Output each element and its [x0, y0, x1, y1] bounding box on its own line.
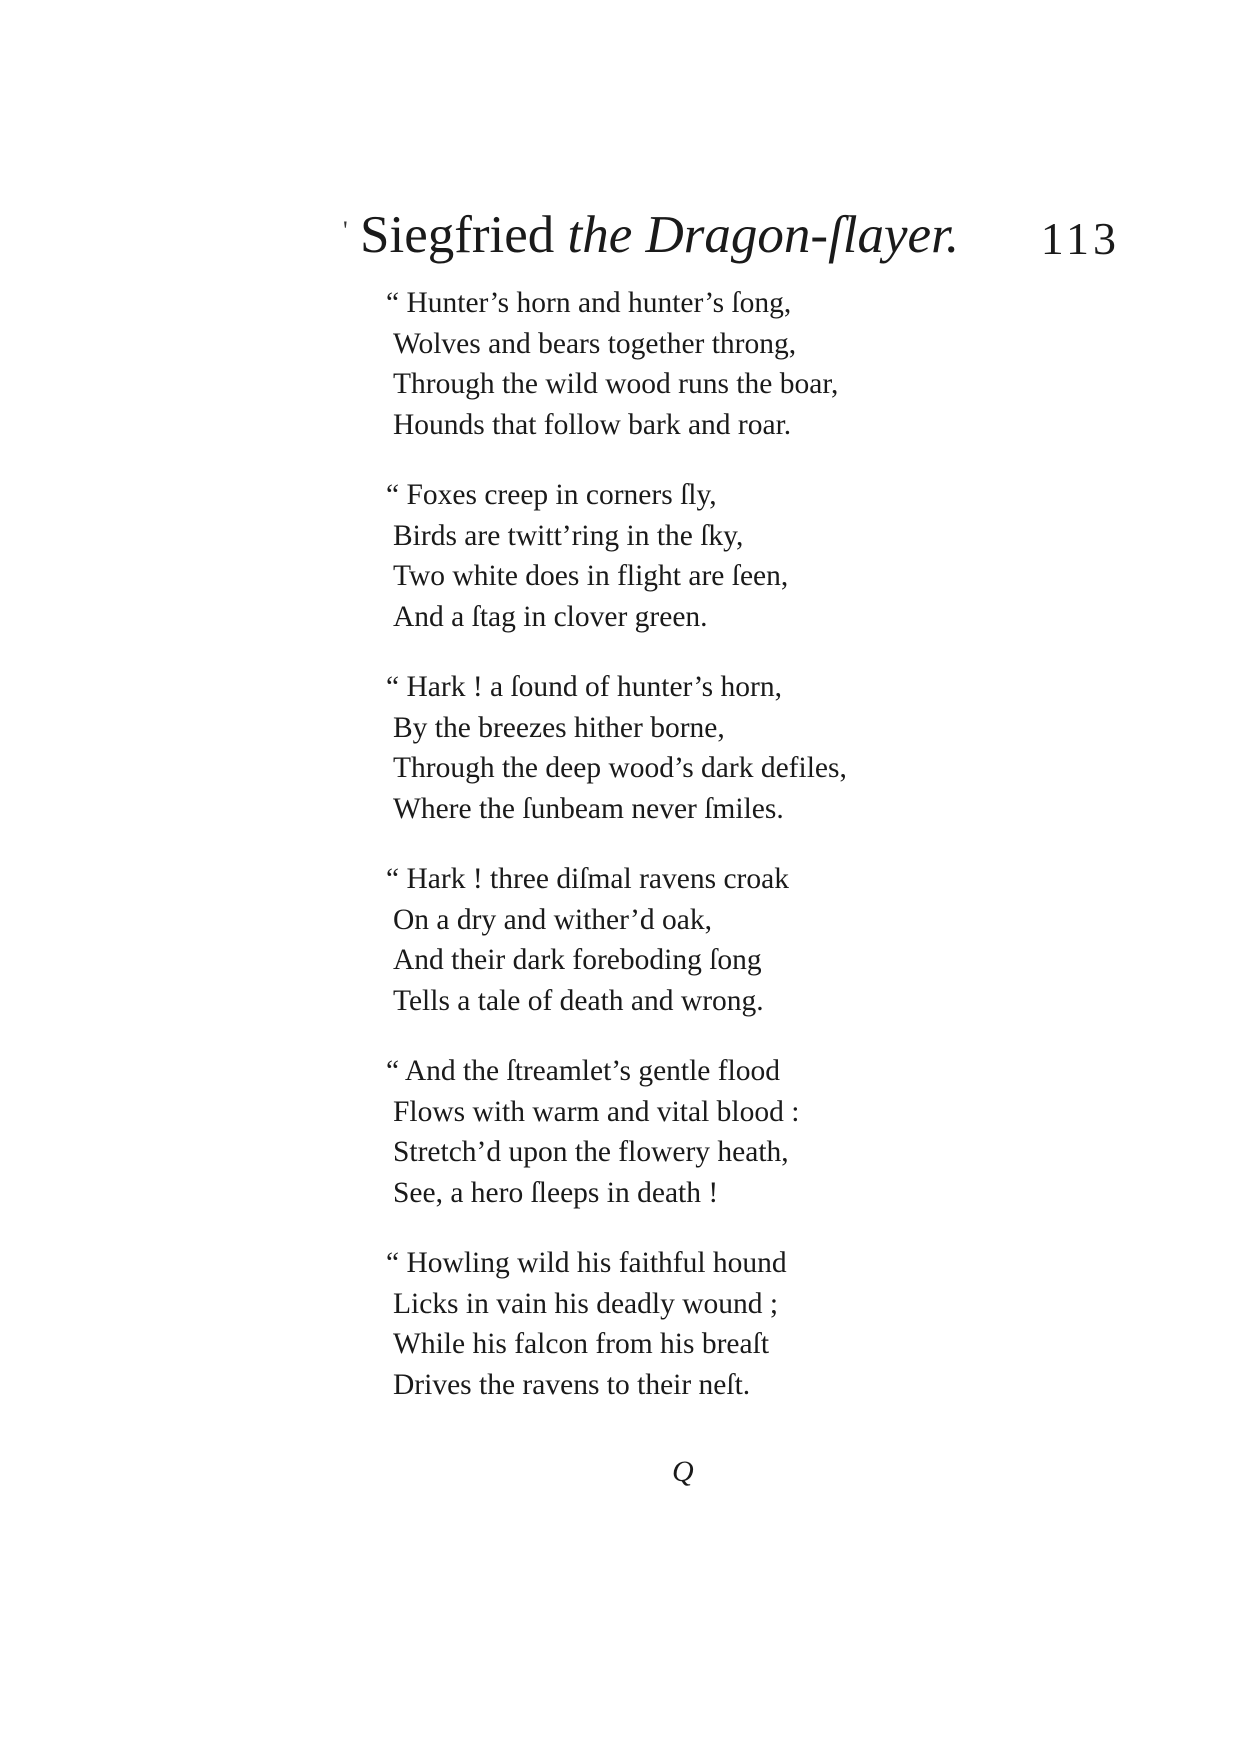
verse-line: “ Howling wild his faithful hound: [386, 1247, 787, 1279]
page-title: [360, 200, 959, 270]
title-roman: Siegfried: [360, 206, 555, 264]
title-italic: the Dragon-ſlayer.: [567, 206, 960, 264]
verse-line: Tells a tale of death and wrong.: [393, 984, 764, 1017]
verse-line: “ And the ſtreamlet’s gentle flood: [386, 1055, 781, 1087]
verse-line: “ Foxes creep in corners ſly,: [386, 479, 717, 511]
poem: [386, 283, 953, 1435]
verse-line: Birds are twitt’ring in the ſky,: [393, 519, 744, 552]
verse-line: Hounds that follow bark and roar.: [393, 408, 792, 441]
verse-line: See, a hero ſleeps in death !: [393, 1176, 719, 1209]
stanza-6: [386, 1243, 953, 1405]
verse-line: By the breezes hither borne,: [393, 711, 725, 744]
verse-line: And a ſtag in clover green.: [393, 600, 708, 633]
verse-line: Flows with warm and vital blood :: [393, 1095, 800, 1128]
stanza-1: [386, 283, 953, 445]
verse-line: “ Hark ! a ſound of hunter’s horn,: [386, 671, 782, 703]
stanza-2: [386, 475, 953, 637]
page-number: 113: [1040, 213, 1120, 264]
verse-line: “ Hunter’s horn and hunter’s ſong,: [386, 287, 792, 319]
verse-line: Stretch’d upon the flowery heath,: [393, 1136, 789, 1168]
margin-mark: ': [343, 216, 348, 245]
verse-line: Through the wild wood runs the boar,: [393, 368, 839, 400]
running-head: [360, 200, 1120, 270]
stanza-4: [386, 859, 953, 1021]
verse-line: Drives the ravens to their neſt.: [393, 1368, 751, 1401]
verse-line: While his falcon from his breaſt: [393, 1328, 770, 1360]
verse-line: Wolves and bears together throng,: [393, 327, 797, 360]
stanza-3: [386, 667, 953, 829]
verse-line: “ Hark ! three diſmal ravens croak: [386, 863, 789, 895]
verse-line: Through the deep wood’s dark defiles,: [393, 752, 847, 784]
stanza-5: [386, 1051, 953, 1213]
verse-line: Two white does in flight are ſeen,: [393, 560, 789, 592]
verse-line: And their dark foreboding ſong: [393, 944, 762, 976]
verse-line: On a dry and wither’d oak,: [393, 903, 712, 936]
verse-line: Where the ſunbeam never ſmiles.: [393, 792, 784, 825]
verse-line: Licks in vain his deadly wound ;: [393, 1287, 779, 1320]
signature-mark: Q: [672, 1455, 694, 1488]
